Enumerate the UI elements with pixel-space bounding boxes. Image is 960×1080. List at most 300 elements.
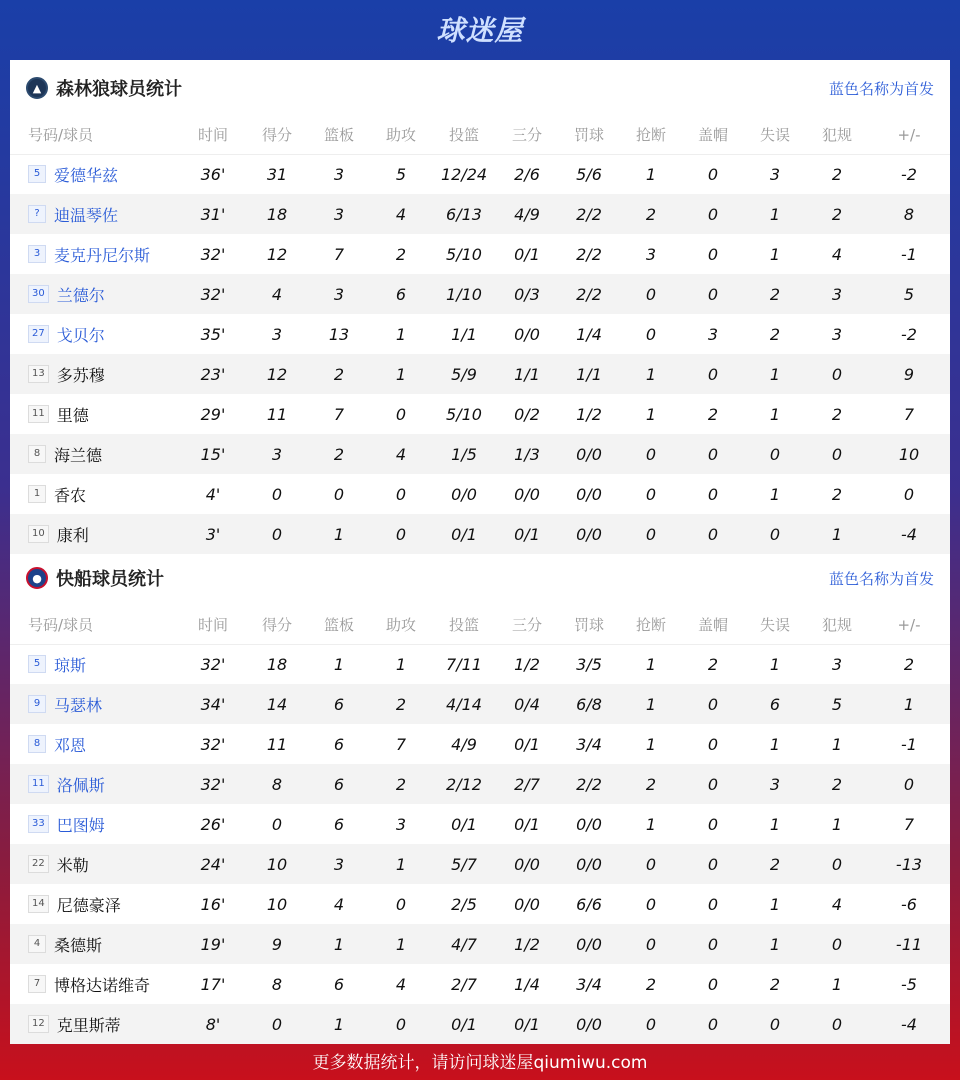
col-ft-cell: 0/0 — [558, 1004, 620, 1044]
col-assists-cell: 0 — [370, 1004, 432, 1044]
col-assists-cell: 0 — [395, 894, 407, 914]
col-steals-cell: 0 — [620, 434, 682, 474]
player-cell — [10, 924, 180, 964]
player-name[interactable]: 戈贝尔 — [56, 325, 105, 345]
col-3pt-cell: 0/1 — [496, 514, 558, 554]
jersey-number: 8 — [28, 735, 46, 753]
player-name[interactable]: 迪温琴佐 — [54, 205, 119, 225]
col-rebounds-cell: 6 — [333, 974, 345, 994]
col-steals-cell: 1 — [645, 814, 657, 834]
col-3pt-cell: 1/2 — [514, 654, 540, 674]
table-row[interactable] — [10, 474, 950, 514]
col-steals-cell: 0 — [620, 514, 682, 554]
col-steals-cell: 1 — [645, 734, 657, 754]
col-rebounds-cell: 2 — [308, 354, 370, 394]
col-assists-cell: 0 — [395, 484, 407, 504]
table-row[interactable] — [10, 724, 950, 764]
col-turnovers-cell: 1 — [744, 194, 806, 234]
col-fouls-cell: 0 — [806, 844, 868, 884]
col-assists-cell: 1 — [370, 844, 432, 884]
player-cell — [10, 314, 180, 354]
col-rebounds-cell: 1 — [308, 514, 370, 554]
player-name[interactable]: 尼德豪泽 — [56, 895, 121, 915]
col-ft-cell: 0/0 — [558, 844, 620, 884]
col-turnovers-cell: 1 — [769, 894, 781, 914]
col-assists-cell: 4 — [395, 974, 407, 994]
col-rebounds-cell: 4 — [333, 894, 345, 914]
col-plusminus-cell: 7 — [903, 404, 915, 424]
jersey-number: 1 — [28, 485, 46, 503]
col-blocks-cell: 0 — [707, 484, 719, 504]
col-fg-cell: 1/1 — [451, 324, 477, 344]
col-minutes-cell: 34' — [180, 684, 246, 724]
jersey-number: 22 — [28, 855, 49, 873]
col-fouls-cell: 2 — [806, 764, 868, 804]
col-steals-cell: 0 — [620, 1004, 682, 1044]
col-assists-cell: 7 — [395, 734, 407, 754]
col-ft-cell: 0/0 — [558, 514, 620, 554]
col-turnovers-cell: 0 — [744, 434, 806, 474]
player-cell — [10, 354, 180, 394]
col-points-cell: 4 — [246, 274, 308, 314]
col-ft-cell: 3/4 — [576, 734, 602, 754]
player-cell — [10, 194, 180, 234]
col-steals-cell: 1 — [620, 354, 682, 394]
col-points-cell: 14 — [246, 684, 308, 724]
col-turnovers-header: 失误 — [744, 606, 806, 644]
col-blocks-cell: 3 — [707, 324, 719, 344]
col-fg-cell: 0/1 — [432, 514, 496, 554]
jersey-number: 5 — [28, 165, 46, 183]
player-stats-table — [10, 606, 950, 1044]
col-3pt-cell: 2/7 — [496, 764, 558, 804]
col-3pt-cell: 0/1 — [496, 1004, 558, 1044]
col-rebounds-cell: 0 — [333, 484, 345, 504]
col-ft-cell: 2/2 — [558, 764, 620, 804]
jersey-number: ? — [28, 205, 46, 223]
col-fg-cell: 2/12 — [432, 764, 496, 804]
header-row — [10, 116, 950, 154]
table-row[interactable] — [10, 924, 950, 964]
col-blocks-cell: 0 — [682, 924, 744, 964]
col-points-cell: 18 — [266, 654, 288, 674]
col-points-cell: 0 — [246, 514, 308, 554]
col-blocks-cell: 2 — [707, 654, 719, 674]
col-fouls-cell: 1 — [831, 814, 843, 834]
col-plusminus-cell: 7 — [903, 814, 915, 834]
col-points-cell: 12 — [246, 354, 308, 394]
col-ft-cell: 0/0 — [558, 434, 620, 474]
starter-note: 蓝色名称为首发 — [828, 80, 934, 98]
table-row[interactable] — [10, 394, 950, 434]
col-points-cell: 12 — [266, 244, 288, 264]
col-fg-cell: 4/9 — [451, 734, 477, 754]
col-plusminus-cell: 5 — [868, 274, 950, 314]
col-fg-cell: 0/0 — [451, 484, 477, 504]
col-fouls-cell: 0 — [806, 924, 868, 964]
col-blocks-cell: 0 — [682, 764, 744, 804]
col-turnovers-cell: 2 — [769, 324, 781, 344]
col-minutes-cell: 35' — [200, 324, 226, 344]
player-cell — [10, 724, 180, 764]
col-minutes-header: 时间 — [180, 606, 246, 644]
table-row[interactable] — [10, 684, 950, 724]
col-assists-cell: 4 — [370, 434, 432, 474]
player-name[interactable]: 桑德斯 — [54, 935, 103, 955]
jersey-number: 33 — [28, 815, 49, 833]
col-blocks-cell: 0 — [707, 244, 719, 264]
player-name[interactable]: 海兰德 — [54, 445, 103, 465]
col-turnovers-cell: 2 — [744, 844, 806, 884]
col-steals-header: 抢断 — [620, 606, 682, 644]
col-assists-header: 助攻 — [370, 116, 432, 154]
col-points-header: 得分 — [246, 116, 308, 154]
col-points-cell: 8 — [271, 974, 283, 994]
col-3pt-cell: 0/3 — [496, 274, 558, 314]
col-points-cell: 10 — [266, 894, 288, 914]
col-fg-cell: 5/10 — [446, 404, 482, 424]
col-fouls-cell: 1 — [806, 514, 868, 554]
col-steals-cell: 2 — [645, 974, 657, 994]
col-fouls-cell: 0 — [806, 354, 868, 394]
col-ft-cell: 6/8 — [558, 684, 620, 724]
col-3pt-header: 三分 — [496, 606, 558, 644]
col-blocks-cell: 0 — [682, 844, 744, 884]
col-fouls-cell: 3 — [831, 654, 843, 674]
col-steals-cell: 0 — [620, 274, 682, 314]
table-row[interactable] — [10, 434, 950, 474]
col-steals-cell: 3 — [645, 244, 657, 264]
table-row[interactable] — [10, 1004, 950, 1044]
col-assists-cell: 2 — [370, 684, 432, 724]
col-blocks-cell: 2 — [707, 404, 719, 424]
col-fg-header: 投篮 — [432, 116, 496, 154]
col-3pt-cell: 0/4 — [496, 684, 558, 724]
col-rebounds-cell: 3 — [308, 274, 370, 314]
col-rebounds-cell: 6 — [308, 764, 370, 804]
starter-note: 蓝色名称为首发 — [828, 570, 934, 588]
player-name[interactable]: 多苏穆 — [56, 365, 105, 385]
col-minutes-cell: 23' — [180, 354, 246, 394]
col-plusminus-cell: -4 — [868, 1004, 950, 1044]
jersey-number: 11 — [28, 405, 49, 423]
col-plusminus-cell: -4 — [868, 514, 950, 554]
col-steals-cell: 1 — [645, 654, 657, 674]
col-3pt-cell: 1/4 — [514, 974, 540, 994]
player-name[interactable]: 兰德尔 — [56, 285, 105, 305]
col-steals-cell: 2 — [620, 764, 682, 804]
top-bar — [0, 0, 960, 58]
col-steals-cell: 0 — [645, 894, 657, 914]
col-minutes-cell: 3' — [180, 514, 246, 554]
col-points-cell: 18 — [246, 194, 308, 234]
team-section-timberwolves — [10, 60, 950, 554]
col-points-cell: 3 — [271, 324, 283, 344]
col-blocks-header: 盖帽 — [682, 116, 744, 154]
team-section-clippers — [10, 550, 950, 1044]
player-cell — [10, 804, 180, 844]
col-turnovers-cell: 3 — [744, 764, 806, 804]
player-name[interactable]: 爱德华兹 — [54, 165, 119, 185]
col-fouls-cell: 2 — [831, 484, 843, 504]
table-row[interactable] — [10, 234, 950, 274]
table-row[interactable] — [10, 274, 950, 314]
col-rebounds-cell: 7 — [333, 404, 345, 424]
jersey-number: 9 — [28, 695, 46, 713]
col-assists-cell: 5 — [395, 164, 407, 184]
col-points-header: 得分 — [246, 606, 308, 644]
col-3pt-cell: 1/3 — [496, 434, 558, 474]
col-3pt-cell: 0/1 — [514, 734, 540, 754]
col-plusminus-cell: -1 — [901, 244, 917, 264]
player-cell — [10, 514, 180, 554]
jersey-number: 13 — [28, 365, 49, 383]
player-name[interactable]: 香农 — [54, 485, 87, 505]
table-row[interactable] — [10, 844, 950, 884]
player-cell — [10, 434, 180, 474]
player-stats-table — [10, 116, 950, 554]
col-turnovers-cell: 2 — [744, 274, 806, 314]
col-plusminus-cell: -1 — [901, 734, 917, 754]
col-plusminus-cell: 8 — [868, 194, 950, 234]
col-ft-cell: 3/5 — [576, 654, 602, 674]
col-rebounds-cell: 6 — [333, 814, 345, 834]
table-row[interactable] — [10, 314, 950, 354]
col-rebounds-header: 篮板 — [308, 606, 370, 644]
col-fouls-cell: 2 — [831, 404, 843, 424]
col-points-cell: 0 — [271, 484, 283, 504]
col-assists-cell: 4 — [370, 194, 432, 234]
jersey-number: 30 — [28, 285, 49, 303]
col-minutes-cell: 4' — [205, 484, 221, 504]
col-rebounds-cell: 6 — [308, 684, 370, 724]
player-name[interactable]: 里德 — [56, 405, 89, 425]
player-cell — [10, 1004, 180, 1044]
player-name[interactable]: 琼斯 — [54, 655, 87, 675]
col-minutes-cell: 8' — [180, 1004, 246, 1044]
col-blocks-cell: 0 — [682, 354, 744, 394]
col-fg-cell: 7/11 — [446, 654, 482, 674]
col-ft-cell: 0/0 — [576, 484, 602, 504]
col-blocks-cell: 0 — [682, 274, 744, 314]
col-ft-cell: 2/2 — [558, 194, 620, 234]
col-plusminus-header: +/- — [868, 116, 950, 154]
jersey-number: 5 — [28, 655, 46, 673]
col-ft-cell: 1/2 — [576, 404, 602, 424]
col-steals-cell: 1 — [645, 164, 657, 184]
col-ft-cell: 5/6 — [576, 164, 602, 184]
col-steals-cell: 1 — [645, 404, 657, 424]
col-steals-cell: 0 — [645, 484, 657, 504]
col-steals-cell: 0 — [620, 844, 682, 884]
footer-banner[interactable]: 更多数据统计，请访问球迷屋qiumiwu.com — [312, 1052, 648, 1073]
col-fouls-cell: 2 — [831, 164, 843, 184]
col-assists-cell: 0 — [370, 514, 432, 554]
col-3pt-cell: 0/0 — [514, 894, 540, 914]
col-plusminus-cell: -13 — [868, 844, 950, 884]
player-name[interactable]: 邓恩 — [54, 735, 87, 755]
player-name[interactable]: 马瑟林 — [54, 695, 103, 715]
col-minutes-cell: 16' — [200, 894, 226, 914]
player-name[interactable]: 博格达诺维奇 — [54, 975, 151, 995]
col-fg-cell: 0/1 — [451, 814, 477, 834]
jersey-number: 8 — [28, 445, 46, 463]
col-player-header: 号码/球员 — [10, 606, 180, 644]
table-row[interactable] — [10, 514, 950, 554]
table-row[interactable] — [10, 804, 950, 844]
col-assists-cell: 1 — [370, 354, 432, 394]
table-row[interactable] — [10, 884, 950, 924]
stats-panel — [10, 60, 950, 1040]
col-ft-cell: 6/6 — [576, 894, 602, 914]
col-3pt-cell: 0/0 — [496, 844, 558, 884]
player-name[interactable]: 洛佩斯 — [56, 775, 105, 795]
col-steals-cell: 2 — [620, 194, 682, 234]
col-fouls-cell: 3 — [806, 274, 868, 314]
player-cell — [10, 394, 180, 434]
col-fouls-cell: 0 — [806, 434, 868, 474]
col-fg-cell: 4/14 — [432, 684, 496, 724]
col-minutes-cell: 19' — [180, 924, 246, 964]
col-steals-cell: 1 — [620, 684, 682, 724]
player-cell — [10, 844, 180, 884]
col-assists-cell: 1 — [395, 654, 407, 674]
col-fg-cell: 0/1 — [432, 1004, 496, 1044]
col-fouls-header: 犯规 — [806, 606, 868, 644]
col-turnovers-header: 失误 — [744, 116, 806, 154]
col-fouls-cell: 2 — [806, 194, 868, 234]
col-3pt-cell: 0/1 — [514, 244, 540, 264]
jersey-number: 12 — [28, 1015, 49, 1033]
table-body — [10, 644, 950, 1044]
table-row[interactable] — [10, 154, 950, 194]
table-row[interactable] — [10, 764, 950, 804]
col-blocks-cell: 0 — [682, 194, 744, 234]
col-plusminus-cell: 9 — [868, 354, 950, 394]
col-ft-cell: 2/2 — [576, 244, 602, 264]
col-plusminus-cell: -11 — [868, 924, 950, 964]
col-minutes-cell: 32' — [180, 764, 246, 804]
col-turnovers-cell: 3 — [769, 164, 781, 184]
col-assists-cell: 3 — [395, 814, 407, 834]
col-plusminus-cell: -5 — [901, 974, 917, 994]
jersey-number: 10 — [28, 525, 49, 543]
col-steals-cell: 0 — [620, 924, 682, 964]
col-ft-header: 罚球 — [558, 606, 620, 644]
jersey-number: 3 — [28, 245, 46, 263]
col-turnovers-cell: 0 — [744, 514, 806, 554]
table-row[interactable] — [10, 354, 950, 394]
col-blocks-cell: 0 — [707, 164, 719, 184]
col-minutes-cell: 15' — [180, 434, 246, 474]
player-cell — [10, 274, 180, 314]
col-turnovers-cell: 6 — [744, 684, 806, 724]
table-row[interactable] — [10, 644, 950, 684]
col-fg-cell: 6/13 — [432, 194, 496, 234]
col-3pt-cell: 0/0 — [514, 484, 540, 504]
col-3pt-cell: 0/0 — [514, 324, 540, 344]
player-cell — [10, 764, 180, 804]
col-3pt-cell: 2/6 — [514, 164, 540, 184]
col-points-cell: 31 — [266, 164, 288, 184]
col-blocks-cell: 0 — [682, 514, 744, 554]
col-blocks-cell: 0 — [682, 434, 744, 474]
player-name[interactable]: 麦克丹尼尔斯 — [54, 245, 151, 265]
player-name[interactable]: 巴图姆 — [56, 815, 105, 835]
player-name[interactable]: 米勒 — [56, 855, 89, 875]
col-rebounds-header: 篮板 — [308, 116, 370, 154]
col-turnovers-cell: 0 — [744, 1004, 806, 1044]
jersey-number: 14 — [28, 895, 49, 913]
jersey-number: 4 — [28, 935, 46, 953]
col-turnovers-cell: 2 — [769, 974, 781, 994]
col-fouls-cell: 5 — [806, 684, 868, 724]
col-assists-cell: 1 — [370, 924, 432, 964]
section-header — [10, 60, 950, 116]
col-blocks-cell: 0 — [682, 1004, 744, 1044]
col-rebounds-cell: 6 — [333, 734, 345, 754]
player-cell — [10, 964, 180, 1004]
col-minutes-cell: 32' — [180, 274, 246, 314]
col-rebounds-cell: 1 — [333, 654, 345, 674]
col-assists-header: 助攻 — [370, 606, 432, 644]
col-rebounds-cell: 2 — [308, 434, 370, 474]
col-fouls-cell: 0 — [806, 1004, 868, 1044]
col-minutes-cell: 17' — [200, 974, 226, 994]
col-assists-cell: 2 — [395, 244, 407, 264]
table-row[interactable] — [10, 964, 950, 1004]
col-fg-cell: 5/9 — [432, 354, 496, 394]
col-3pt-cell: 1/1 — [496, 354, 558, 394]
col-turnovers-cell: 1 — [769, 404, 781, 424]
timberwolves-logo-icon: ▲ — [26, 77, 48, 99]
col-3pt-header: 三分 — [496, 116, 558, 154]
section-header — [10, 550, 950, 606]
player-cell — [10, 644, 180, 684]
col-fg-cell: 2/5 — [451, 894, 477, 914]
col-steals-cell: 0 — [645, 324, 657, 344]
col-fg-cell: 1/10 — [432, 274, 496, 314]
col-plusminus-cell: -6 — [901, 894, 917, 914]
col-3pt-cell: 1/2 — [496, 924, 558, 964]
col-3pt-cell: 4/9 — [496, 194, 558, 234]
col-blocks-cell: 0 — [707, 734, 719, 754]
col-fouls-cell: 1 — [831, 734, 843, 754]
col-minutes-cell: 32' — [200, 654, 226, 674]
player-cell — [10, 234, 180, 274]
col-minutes-cell: 29' — [200, 404, 226, 424]
col-minutes-header: 时间 — [180, 116, 246, 154]
col-rebounds-cell: 1 — [308, 924, 370, 964]
col-plusminus-cell: 0 — [903, 484, 915, 504]
col-fouls-cell: 1 — [831, 974, 843, 994]
player-name[interactable]: 康利 — [56, 525, 89, 545]
player-name[interactable]: 克里斯蒂 — [56, 1015, 121, 1035]
col-blocks-cell: 0 — [682, 684, 744, 724]
col-fouls-header: 犯规 — [806, 116, 868, 154]
table-row[interactable] — [10, 194, 950, 234]
col-fg-cell: 4/7 — [432, 924, 496, 964]
col-blocks-cell: 0 — [707, 894, 719, 914]
col-plusminus-cell: 2 — [903, 654, 915, 674]
col-assists-cell: 1 — [395, 324, 407, 344]
col-points-cell: 0 — [246, 1004, 308, 1044]
col-assists-cell: 6 — [370, 274, 432, 314]
col-ft-cell: 3/4 — [576, 974, 602, 994]
col-ft-cell: 0/0 — [558, 924, 620, 964]
col-ft-cell: 1/4 — [576, 324, 602, 344]
col-minutes-cell: 26' — [200, 814, 226, 834]
